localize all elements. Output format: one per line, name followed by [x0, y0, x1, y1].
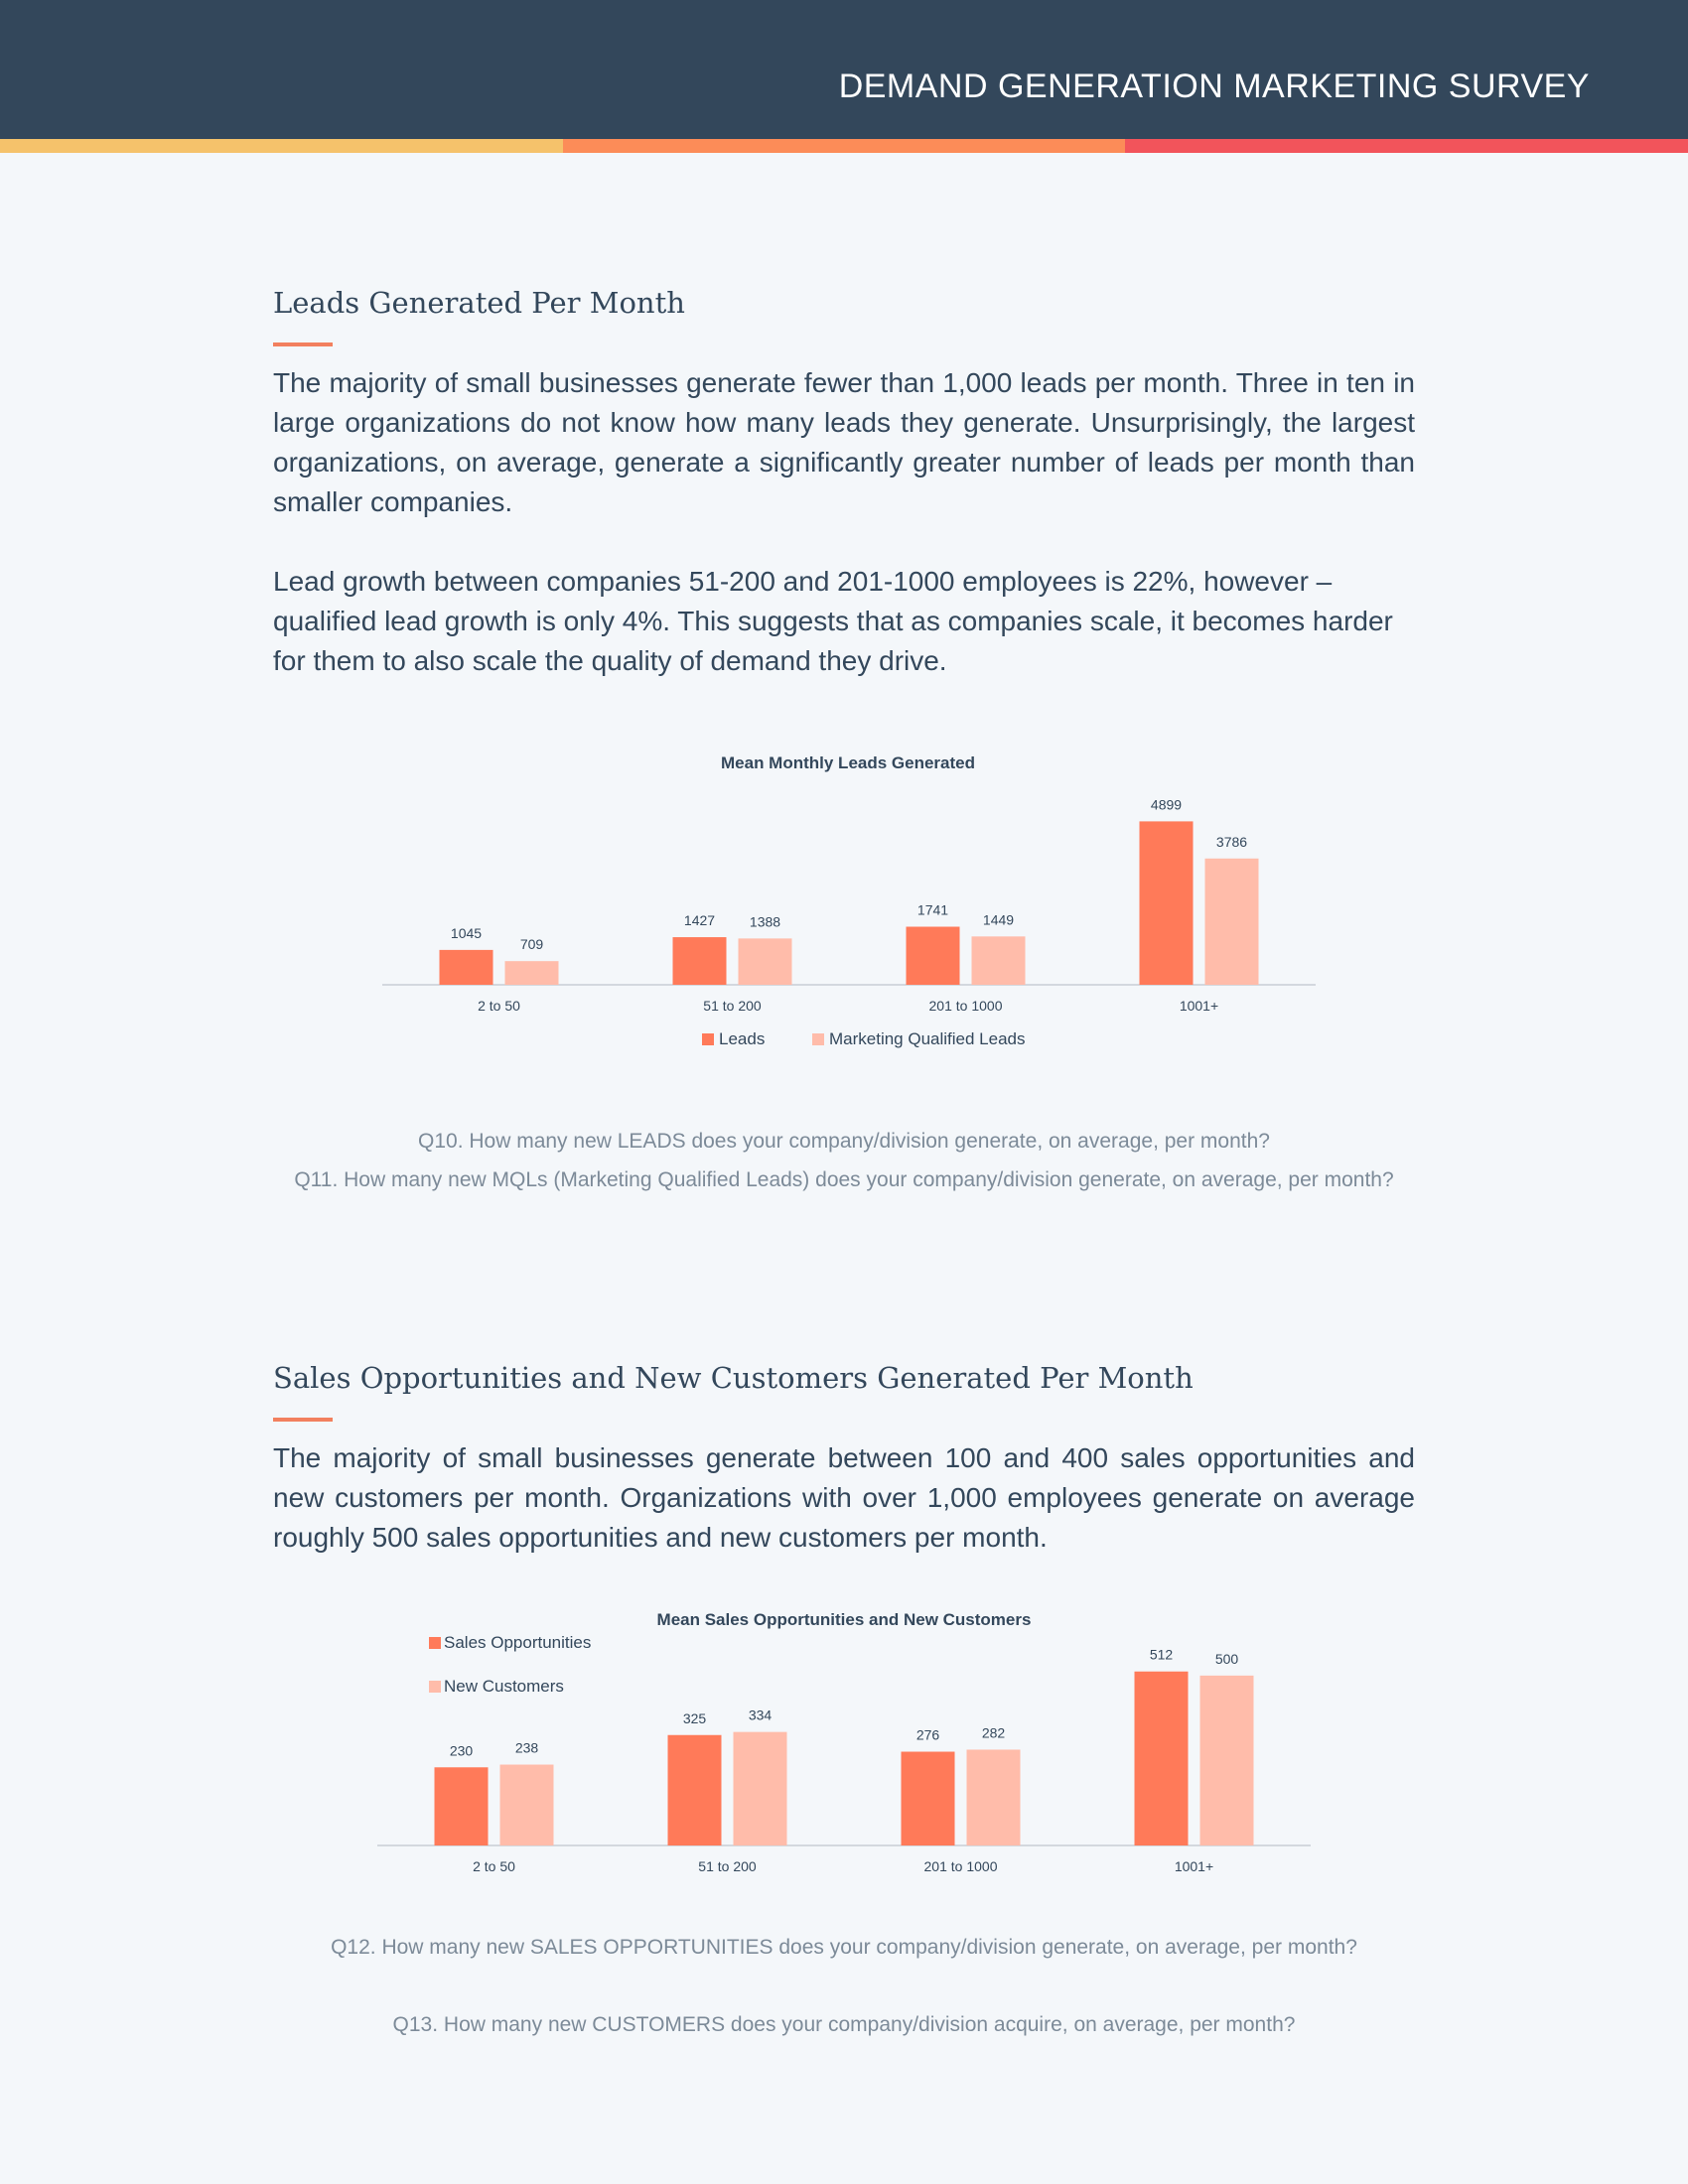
data-label: 1045: [450, 924, 483, 941]
data-label: 1741: [916, 901, 949, 918]
chart-title: Mean Sales Opportunities and New Customers: [656, 1610, 1032, 1629]
bar-leads: [440, 950, 493, 985]
x-tick-label: 201 to 1000: [928, 998, 1003, 1014]
bar-sales-opportunities: [1135, 1672, 1189, 1845]
data-label: 230: [449, 1742, 474, 1759]
accent-stripe-yellow: [0, 139, 563, 153]
data-label: 334: [748, 1706, 773, 1723]
page-header: [0, 0, 1688, 139]
data-label: 1449: [982, 911, 1015, 928]
legend-swatch: [812, 1033, 824, 1045]
bar-leads: [907, 927, 960, 985]
x-tick-label: 51 to 200: [703, 998, 762, 1014]
bar-sales-opportunities: [902, 1752, 955, 1845]
x-tick-label: 1001+: [1179, 998, 1219, 1014]
bar-new-customers: [500, 1765, 554, 1845]
bar-sales-opportunities: [435, 1767, 489, 1845]
heading-underline: [273, 342, 333, 346]
bar-marketing-qualified-leads: [972, 936, 1026, 985]
data-label: 4899: [1150, 796, 1183, 813]
bar-sales-opportunities: [668, 1735, 722, 1845]
question-q10: Q10. How many new LEADS does your company/division generate, on average, per month?: [418, 1130, 1270, 1153]
data-label: 276: [915, 1726, 940, 1743]
paragraph-leads-1: The majority of small businesses generate fewer than 1,000 leads per month. Three in ten in large organizations do not know how many leads they generate. Unsurprisingly, the largest organizations, on average, generate a significantly greater number of leads per month than smaller companies.: [273, 367, 1415, 517]
paragraph-sales-1: The majority of small businesses generate between 100 and 400 sales opportunities and new customers per month. Organizations with over 1,000 employees generate on average roughly 500 sales opportunities and new customers per month.: [273, 1442, 1415, 1553]
data-label: 512: [1149, 1646, 1174, 1663]
legend-label: New Customers: [444, 1677, 564, 1696]
data-label: 1388: [749, 913, 781, 930]
legend-swatch: [429, 1637, 441, 1649]
x-tick-label: 2 to 50: [473, 1858, 515, 1874]
data-label: 282: [981, 1724, 1006, 1741]
x-tick-label: 1001+: [1174, 1858, 1214, 1874]
x-tick-label: 2 to 50: [478, 998, 520, 1014]
bar-marketing-qualified-leads: [505, 961, 559, 985]
bar-new-customers: [1200, 1676, 1254, 1845]
legend-label: Marketing Qualified Leads: [829, 1029, 1026, 1048]
legend-swatch: [702, 1033, 714, 1045]
paragraph-leads-2: Lead growth between companies 51-200 and 201-1000 employees is 22%, however – qualified lead growth is only 4%. This suggests that as companies scale, it becomes harder for them to also scale the quality of demand they drive.: [273, 566, 1393, 676]
bar-new-customers: [967, 1749, 1021, 1845]
section-heading-sales: Sales Opportunities and New Customers Generated Per Month: [273, 1361, 1194, 1395]
legend-label: Leads: [719, 1029, 766, 1048]
question-q13: Q13. How many new CUSTOMERS does your company/division acquire, on average, per month?: [392, 2013, 1296, 2036]
chart-mean-monthly-leads: [367, 745, 1321, 1062]
x-tick-label: 201 to 1000: [923, 1858, 998, 1874]
bar-leads: [1140, 821, 1194, 985]
heading-underline: [273, 1418, 333, 1422]
section-heading-leads: Leads Generated Per Month: [273, 286, 685, 320]
question-q12: Q12. How many new SALES OPPORTUNITIES does your company/division generate, on average, per month?: [331, 1936, 1357, 1959]
data-label: 325: [682, 1709, 707, 1726]
accent-stripe-red: [1125, 139, 1688, 153]
legend-swatch: [429, 1681, 441, 1693]
data-label: 238: [514, 1739, 539, 1756]
data-label: 3786: [1215, 833, 1248, 850]
bar-new-customers: [734, 1732, 787, 1845]
legend-label: Sales Opportunities: [444, 1633, 592, 1652]
bar-leads: [673, 937, 727, 985]
chart-title: Mean Monthly Leads Generated: [721, 753, 975, 772]
chart-mean-sales-opportunities: [367, 1598, 1321, 1886]
x-tick-label: 51 to 200: [698, 1858, 757, 1874]
header-title: DEMAND GENERATION MARKETING SURVEY: [838, 68, 1590, 105]
question-q11: Q11. How many new MQLs (Marketing Qualified Leads) does your company/division generate, on average, per month?: [294, 1168, 1394, 1191]
bar-marketing-qualified-leads: [739, 938, 792, 985]
data-label: 709: [519, 936, 544, 953]
bar-marketing-qualified-leads: [1205, 859, 1259, 985]
data-label: 500: [1214, 1650, 1239, 1667]
accent-stripe-orange: [563, 139, 1125, 153]
data-label: 1427: [683, 912, 716, 929]
